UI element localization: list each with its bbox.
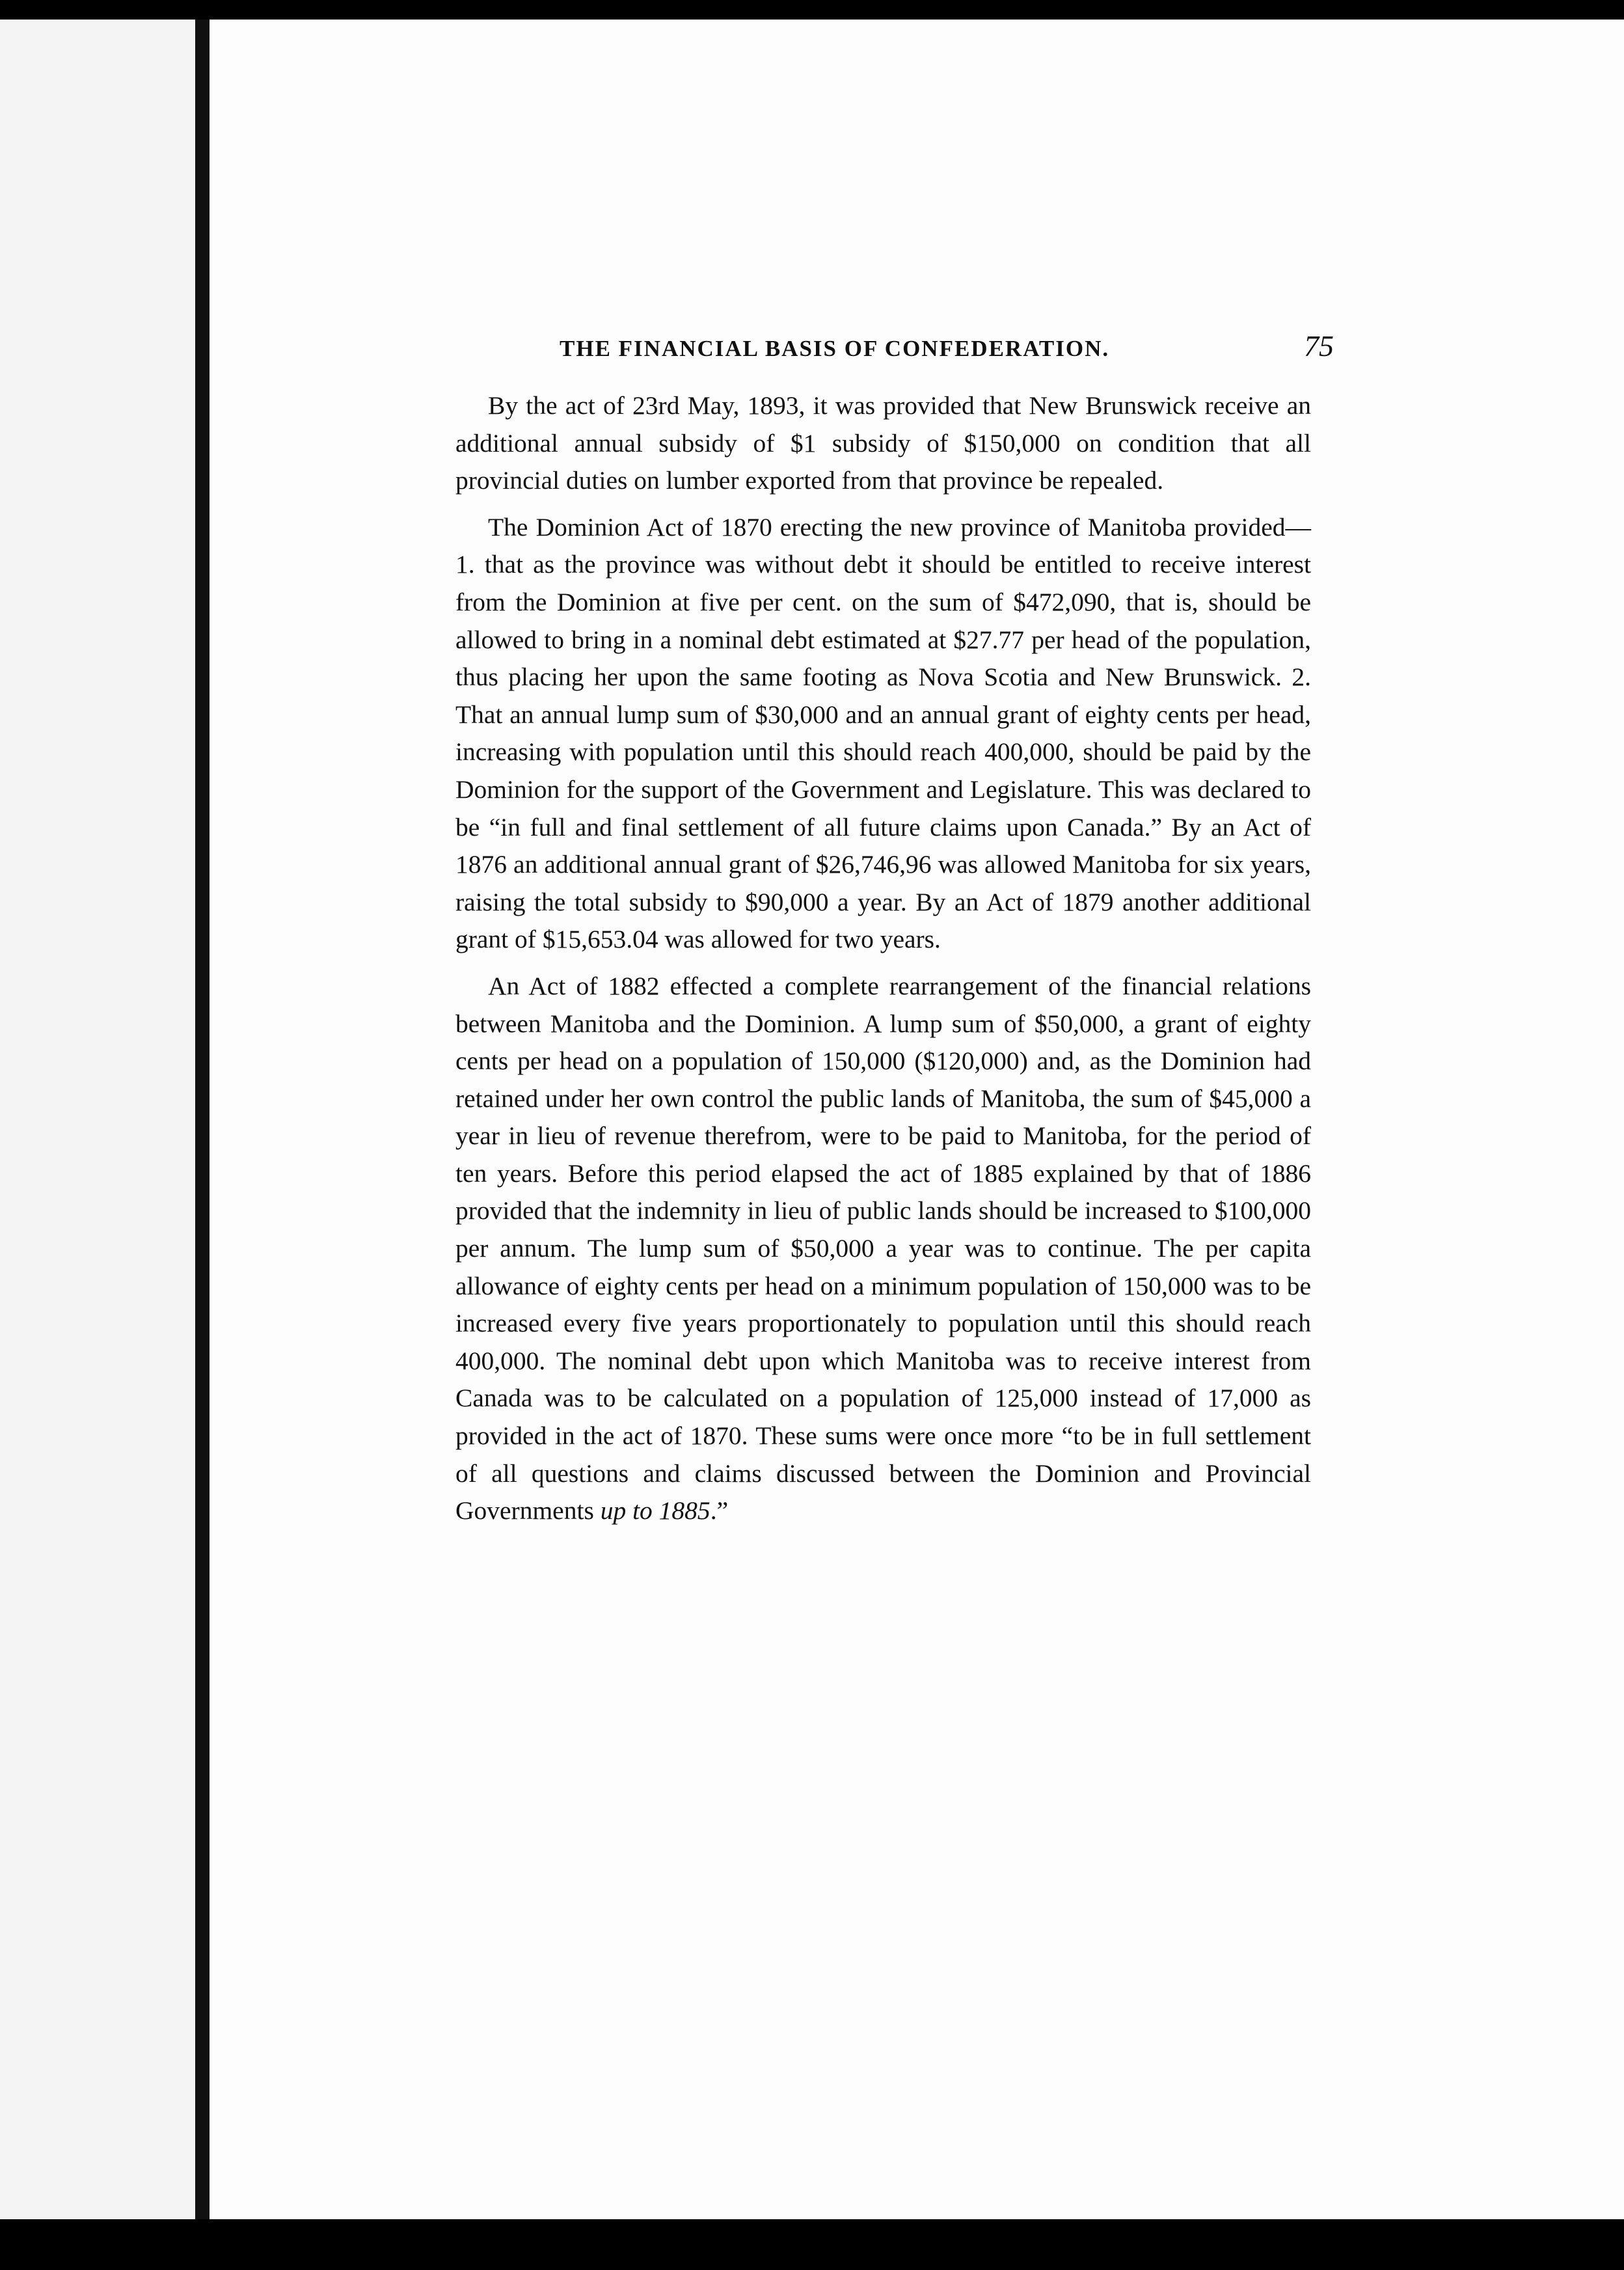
body-text <box>455 387 1311 1539</box>
binding-shadow <box>195 20 210 2219</box>
facing-page-edge <box>0 20 202 2219</box>
paragraph-manitoba-rearrangement <box>455 968 1311 1530</box>
scan-bottom-border <box>210 2219 1624 2270</box>
page-number: 75 <box>1304 329 1334 362</box>
paragraph-new-brunswick-subsidy: By the act of 23rd May, 1893, it was provided that New Brunswick receive an additional annual subsidy of $1 subsidy of $150,000 on condition that all provincial duties on lumber exported from that province be repealed. <box>455 391 1311 495</box>
paragraph-text-end: .” <box>710 1496 729 1525</box>
paragraph-manitoba-act-1870: The Dominion Act of 1870 erecting the new province of Manitoba provided—1. that as the province was without debt it should be entitled to receive interest from the Dominion at five per cent. on the sum of $472,090, that is, should be allowed to bring in a nominal debt estimated at $27.77 per head of the population, thus placing her upon the same footing as Nova Scotia and New Brunswick. 2. That an annual lump sum of $30,000 and an annual grant of eighty cents per head, increasing with population until this should reach 400,000, should be paid by the Dominion for the support of the Government and Legislature. This was declared to be “in full and final settlement of all future claims upon Canada.” By an Act of 1876 an additional annual grant of $26,746,96 was allowed Manitoba for six years, raising the total subsidy to $90,000 a year. By an Act of 1879 another additional grant of $15,653.04 was allowed for two years. <box>455 512 1311 954</box>
paragraph-text: An Act of 1882 effected a complete rearrangement of the financial relations between Manitoba and the Dominion. A lump sum of $50,000, a grant of eighty cents per head on a population of 150,000 ($120,000) and, as the Dominion had retained under her own control the public lands of Manitoba, the sum of $45,000 a year in lieu of revenue therefrom, were to be paid to Manitoba, for the period of ten years. Before this period elapsed the act of 1885 explained by that of 1886 provided that the indemnity in lieu of public lands should be increased to $100,000 per annum. The lump sum of $50,000 a year was to continue. The per capita allowance of eighty cents per head on a minimum population of 150,000 was to be increased every five years proportionately to population until this should reach 400,000. The nominal debt upon which Manitoba was to receive interest from Canada was to be calculated on a population of 125,000 instead of 17,000 as provided in the act of 1870. These sums were once more “to be in full settlement of all questions and claims discussed between the Dominion and Provincial Governments <box>455 971 1311 1525</box>
italic-phrase: up to 1885 <box>600 1496 710 1525</box>
running-title: THE FINANCIAL BASIS OF CONFEDERATION. <box>560 336 1110 361</box>
page-header <box>560 329 1334 374</box>
